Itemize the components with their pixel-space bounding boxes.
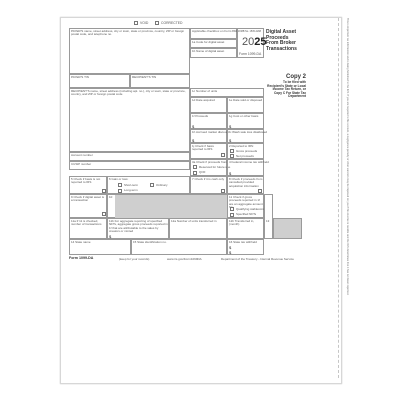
box-12c[interactable]	[264, 194, 273, 239]
long-term-checkbox[interactable]	[118, 189, 122, 193]
dollar-sign: $	[229, 250, 232, 255]
box-12a-label: 12a Number of units transferred in	[171, 219, 217, 223]
recipient-tin-box[interactable]	[130, 74, 190, 88]
recipient-box[interactable]	[69, 88, 190, 152]
box-1f-label: 1f Proceeds	[192, 114, 209, 118]
side-perforation	[338, 18, 353, 378]
nfts-checkbox[interactable]	[230, 213, 234, 217]
box-5-label: 5 Check if basis is not reported to IRS	[71, 177, 101, 185]
box-11a-label: 11a If 11 is checked, number of transactions	[71, 219, 102, 227]
applicable-box[interactable]	[190, 28, 237, 39]
box-1i-label: 1i Wash sale loss disallowed	[229, 130, 268, 134]
net-proceeds-label: Net proceeds	[236, 153, 254, 158]
box-16[interactable]	[227, 239, 264, 255]
box-1j-label: 1j Check if basis reported to IRS	[192, 144, 214, 152]
box-11b-label: 11b For aggregate reporting of specified NFTs, aggregate gross proceeds reported in 1f that are attributable to the sales by creators or minted	[109, 219, 168, 234]
box-10-label: 10	[109, 195, 113, 199]
footer-url: www.irs.gov/Form1099DA	[167, 256, 202, 261]
nfts-label: Specified NFTs	[236, 212, 257, 216]
recipient-label: RECIPIENT'S name, street address (including apt. no.), city or town, state or province, country, and ZIP or foreign postal code	[71, 89, 186, 97]
box-9-label: 9 Check if digital asset is a transaction	[71, 195, 105, 203]
corrected-checkbox[interactable]	[155, 21, 159, 25]
box-12b[interactable]	[227, 218, 264, 239]
qof-label: QOF	[199, 170, 206, 174]
dollar-sign: $	[229, 171, 232, 176]
box-10-shaded	[115, 195, 227, 218]
box-14[interactable]	[69, 239, 131, 255]
box-3a-label: 3a Check if proceeds from:	[192, 160, 228, 164]
reserved-checkbox[interactable]	[193, 165, 197, 169]
form-title: Digital Asset Proceeds From Broker Transactions	[266, 29, 297, 52]
payer-label: PAYER'S name, street address, city or town, state or province, country, ZIP or foreign postal code, and telephone no.	[71, 29, 185, 37]
cusip-box[interactable]	[69, 161, 190, 170]
box-1g-label: 1g Cost or other basis	[229, 114, 259, 118]
net-proceeds-checkbox[interactable]	[230, 154, 234, 158]
box-11b[interactable]	[107, 218, 169, 239]
form-name: Form 1099-DA	[239, 52, 262, 56]
box-2-label: 2 Reported to IRS:	[229, 144, 254, 148]
box-9-checkbox[interactable]	[102, 212, 106, 216]
box-4[interactable]	[227, 159, 269, 176]
ordinary-checkbox[interactable]	[150, 183, 154, 187]
short-term-label: Short-term	[124, 182, 139, 187]
account-label: Account number	[71, 153, 93, 157]
box-8[interactable]	[227, 176, 264, 194]
box-3a[interactable]	[190, 159, 231, 176]
box-6[interactable]	[107, 176, 190, 194]
payer-box[interactable]	[69, 28, 190, 74]
box-16-label: 16 State tax withheld	[229, 240, 257, 244]
box-1d[interactable]	[190, 97, 227, 113]
box-6-label: 6 Gain or loss:	[109, 177, 129, 181]
box-14-label: 14 State name	[71, 240, 91, 244]
box-8-label: 8 Check if proceeds from cancelled provided acquisition information	[229, 177, 263, 188]
box-1j-checkbox[interactable]	[221, 153, 225, 157]
box-1g[interactable]	[227, 113, 264, 129]
dollar-sign: $	[109, 234, 112, 239]
box-11-label: 11 Check if gross proceeds reported in 1f are an aggregate amount	[229, 195, 263, 206]
omb-year-box	[237, 28, 267, 58]
box-7-checkbox[interactable]	[221, 189, 225, 193]
long-term-label: Long-term	[124, 188, 138, 192]
cusip-label: CUSIP number	[71, 162, 92, 166]
box-12b-label: 12b Transferred in, (month)	[229, 219, 255, 227]
dollar-sign: $	[192, 124, 195, 129]
form-1099-da-sheet	[60, 17, 342, 384]
box-1c-label: 1c Number of units	[192, 89, 218, 93]
gross-proceeds-label: Gross proceeds	[236, 148, 258, 153]
box-1h-label: 1h Accrued market discount	[192, 130, 230, 134]
footer-dept: Department of the Treasury - Internal Revenue Service	[221, 256, 294, 261]
dollar-sign: $	[229, 245, 232, 250]
box-1a[interactable]	[190, 39, 237, 48]
box-1e-label: 1e Date sold or disposed	[229, 98, 263, 102]
box-5[interactable]	[69, 176, 107, 194]
box-11a[interactable]	[69, 218, 107, 239]
box-1b[interactable]	[190, 48, 237, 58]
dollar-sign: $	[229, 138, 232, 143]
box-1e[interactable]	[227, 97, 264, 113]
box-10[interactable]	[107, 194, 227, 218]
box-1i[interactable]	[227, 129, 268, 143]
reserved-label: Reserved for future use	[199, 164, 231, 169]
box-11[interactable]	[227, 194, 264, 218]
box-15-label: 15 State identification no.	[133, 240, 167, 244]
corrected-label: CORRECTED	[161, 20, 183, 25]
void-label: VOID	[140, 20, 149, 25]
box-12c-shaded	[273, 218, 302, 239]
footer-cat: (keep for your records)	[119, 256, 150, 261]
box-5-checkbox[interactable]	[102, 189, 106, 193]
qof-checkbox[interactable]	[193, 171, 197, 175]
box-1c[interactable]	[190, 88, 264, 97]
box-1h[interactable]	[190, 129, 230, 143]
account-box[interactable]	[69, 152, 190, 161]
copy-title: Copy 2	[285, 74, 306, 80]
box-2[interactable]	[227, 143, 264, 159]
copy-description: To be filed with Recipient's State or Local Income Tax Return, or Copy C For State Tax Department	[267, 80, 306, 99]
box-9[interactable]	[69, 194, 107, 218]
ordinary-label: Ordinary	[156, 182, 168, 187]
box-4-label: 4 Federal income tax withheld	[229, 160, 269, 164]
box-1b-label: 1b Name of digital asset	[192, 49, 225, 53]
applicable-label: Applicable checkbox on Form 8949	[192, 29, 239, 33]
dollar-sign: $	[192, 138, 195, 143]
omb-number: OMB No. 1545-2298	[239, 30, 261, 33]
void-checkbox[interactable]	[134, 21, 138, 25]
recipient-tin-label: RECIPIENT'S TIN	[132, 75, 157, 79]
stablecoins-checkbox[interactable]	[230, 207, 234, 211]
stablecoins-label: Qualifying stablecoins	[236, 206, 266, 211]
dollar-sign: $	[229, 124, 232, 129]
tax-year: 2025	[242, 36, 267, 48]
payer-tin-label: PAYER'S TIN	[71, 75, 89, 79]
box-8-checkbox[interactable]	[258, 189, 262, 193]
box-1j[interactable]	[190, 143, 227, 159]
short-term-checkbox[interactable]	[118, 183, 122, 187]
box-1d-label: 1d Date acquired	[192, 98, 215, 102]
gross-proceeds-checkbox[interactable]	[230, 149, 234, 153]
box-1a-label: 1a Code for digital asset	[192, 40, 225, 44]
box-13-label: 13	[266, 219, 270, 223]
box-7[interactable]	[190, 176, 227, 194]
footer-form: Form 1099-DA	[69, 256, 94, 260]
box-7-label: 7 Check if it is cash only	[192, 177, 225, 181]
box-1f[interactable]	[190, 113, 227, 129]
side-instructions: This is important tax information and is being furnished to the IRS. If you are required to file a return, a negligence penalty or other sanction may be imposed on you if this income is taxable and the IRS determines that it has not been reported.	[346, 18, 349, 296]
payer-tin-box[interactable]	[69, 74, 130, 88]
box-12a[interactable]	[169, 218, 227, 239]
box-15[interactable]	[131, 239, 227, 255]
